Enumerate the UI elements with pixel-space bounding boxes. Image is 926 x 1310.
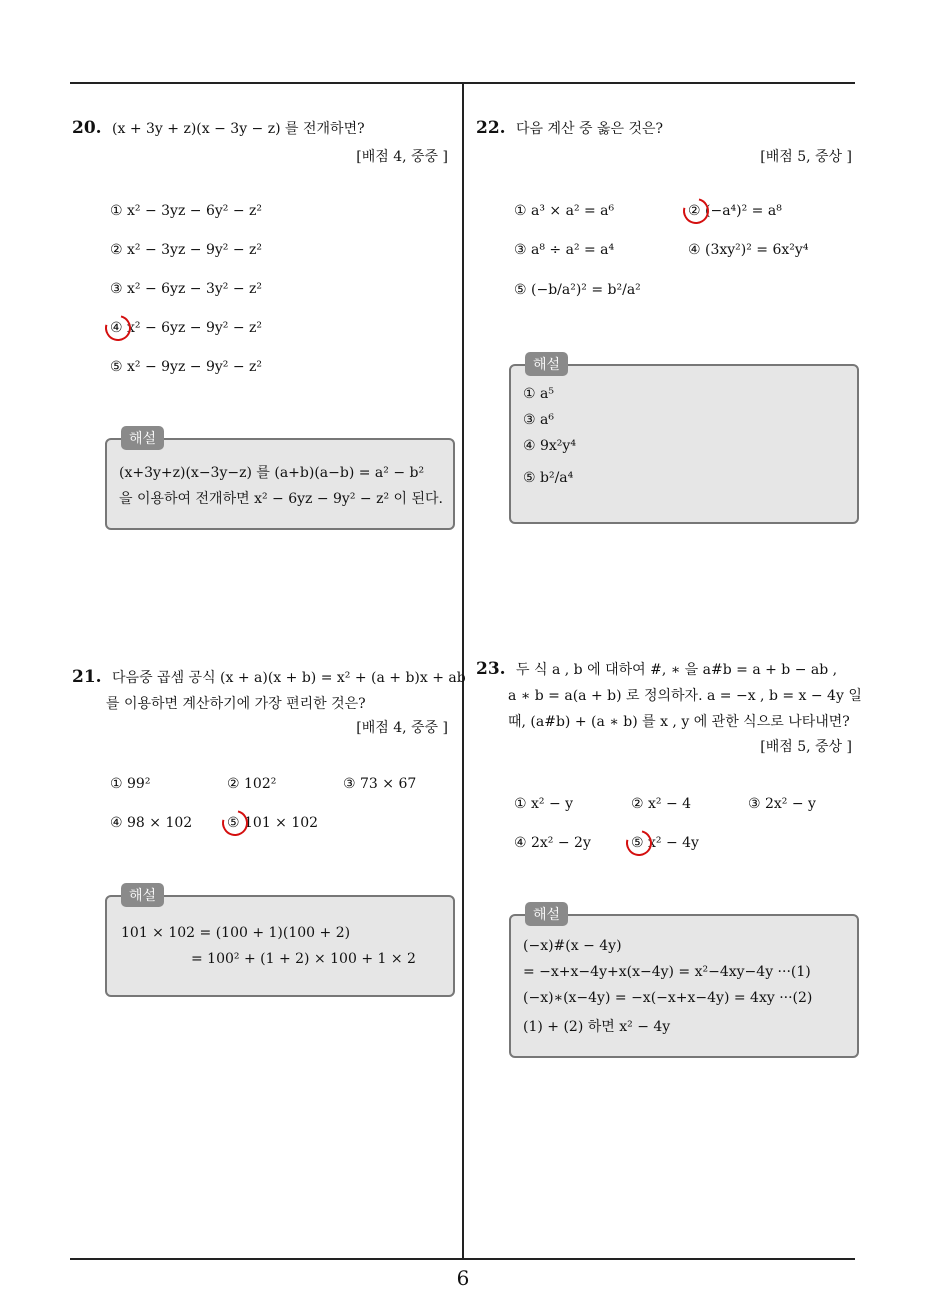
question-20-points: [배점 4, 중중 ] bbox=[356, 149, 448, 165]
question-number: 21. bbox=[72, 667, 102, 687]
q22-option-5[interactable]: ⑤ (−b/a²)² = b²/a² bbox=[514, 282, 641, 298]
question-text: (x + 3y + z)(x − 3y − z) 를 전개하면? bbox=[112, 121, 365, 137]
q20-option-3[interactable]: ③ x² − 6yz − 3y² − z² bbox=[110, 281, 263, 297]
question-text: 두 식 a , b 에 대하여 #, ∗ 을 a#b = a + b − ab , bbox=[516, 662, 838, 678]
solution-box-21 bbox=[105, 888, 455, 997]
question-21 bbox=[72, 664, 466, 717]
solution-line: = 100² + (1 + 2) × 100 + 1 × 2 bbox=[191, 951, 416, 967]
solution-box-22 bbox=[509, 357, 859, 524]
question-22 bbox=[476, 115, 663, 142]
answer-circle-mark bbox=[621, 825, 657, 861]
solution-label: 해설 bbox=[121, 426, 164, 450]
answer-circle-mark bbox=[100, 310, 136, 346]
solution-line: ① a⁵ bbox=[523, 386, 554, 402]
q22-option-1[interactable]: ① a³ × a² = a⁶ bbox=[514, 203, 615, 219]
question-number: 22. bbox=[476, 118, 506, 138]
question-20 bbox=[72, 115, 365, 142]
solution-line: (1) + (2) 하면 x² − 4y bbox=[523, 1019, 671, 1035]
solution-line: ⑤ b²/a⁴ bbox=[523, 470, 574, 486]
question-22-points: [배점 5, 중상 ] bbox=[760, 149, 852, 165]
q23-option-2[interactable]: ② x² − 4 bbox=[631, 796, 692, 812]
solution-line: ③ a⁶ bbox=[523, 412, 554, 428]
question-23 bbox=[476, 656, 862, 735]
q23-option-3[interactable]: ③ 2x² − y bbox=[748, 796, 816, 812]
q22-option-2[interactable]: ② (−a⁴)² = a⁸ bbox=[688, 203, 782, 219]
solution-line: 을 이용하여 전개하면 x² − 6yz − 9y² − z² 이 된다. bbox=[119, 491, 443, 507]
solution-line: (−x)#(x − 4y) bbox=[523, 938, 622, 954]
bottom-rule bbox=[70, 1258, 855, 1260]
q23-option-5[interactable]: ⑤ x² − 4y bbox=[631, 835, 699, 851]
q22-option-4[interactable]: ④ (3xy²)² = 6x²y⁴ bbox=[688, 242, 809, 258]
question-text: 를 이용하면 계산하기에 가장 편리한 것은? bbox=[106, 696, 366, 712]
question-number: 20. bbox=[72, 118, 102, 138]
solution-line: ④ 9x²y⁴ bbox=[523, 438, 576, 454]
question-text: 다음중 곱셈 공식 (x + a)(x + b) = x² + (a + b)x + ab bbox=[112, 670, 466, 686]
q21-option-2[interactable]: ② 102² bbox=[227, 776, 277, 792]
q21-option-5[interactable]: ⑤ 101 × 102 bbox=[227, 815, 319, 831]
page-number: 6 bbox=[456, 1266, 470, 1290]
q21-option-3[interactable]: ③ 73 × 67 bbox=[343, 776, 417, 792]
solution-box-20 bbox=[105, 431, 455, 530]
q20-option-5[interactable]: ⑤ x² − 9yz − 9y² − z² bbox=[110, 359, 263, 375]
answer-circle-mark bbox=[217, 805, 253, 841]
q23-option-1[interactable]: ① x² − y bbox=[514, 796, 574, 812]
q23-option-4[interactable]: ④ 2x² − 2y bbox=[514, 835, 591, 851]
question-text: a ∗ b = a(a + b) 로 정의하자. a = −x , b = x − 4y 일 bbox=[508, 688, 862, 704]
q22-option-3[interactable]: ③ a⁸ ÷ a² = a⁴ bbox=[514, 242, 615, 258]
q20-option-2[interactable]: ② x² − 3yz − 9y² − z² bbox=[110, 242, 263, 258]
q21-option-1[interactable]: ① 99² bbox=[110, 776, 151, 792]
solution-line: = −x+x−4y+x(x−4y) = x²−4xy−4y ···(1) bbox=[523, 964, 811, 980]
question-23-points: [배점 5, 중상 ] bbox=[760, 739, 852, 755]
question-text: 때, (a#b) + (a ∗ b) 를 x , y 에 관한 식으로 나타내면? bbox=[508, 714, 850, 730]
q21-option-4[interactable]: ④ 98 × 102 bbox=[110, 815, 193, 831]
solution-label: 해설 bbox=[525, 352, 568, 376]
solution-line: (−x)∗(x−4y) = −x(−x+x−4y) = 4xy ···(2) bbox=[523, 990, 813, 1006]
q20-option-4[interactable]: ④ x² − 6yz − 9y² − z² bbox=[110, 320, 263, 336]
question-text: 다음 계산 중 옳은 것은? bbox=[516, 121, 664, 137]
solution-box-23 bbox=[509, 907, 859, 1058]
question-21-points: [배점 4, 중중 ] bbox=[356, 720, 448, 736]
q20-option-1[interactable]: ① x² − 3yz − 6y² − z² bbox=[110, 203, 263, 219]
answer-circle-mark bbox=[678, 193, 714, 229]
solution-line: 101 × 102 = (100 + 1)(100 + 2) bbox=[121, 925, 351, 941]
solution-label: 해설 bbox=[121, 883, 164, 907]
solution-line: (x+3y+z)(x−3y−z) 를 (a+b)(a−b) = a² − b² bbox=[119, 465, 425, 481]
solution-label: 해설 bbox=[525, 902, 568, 926]
question-number: 23. bbox=[476, 659, 506, 679]
